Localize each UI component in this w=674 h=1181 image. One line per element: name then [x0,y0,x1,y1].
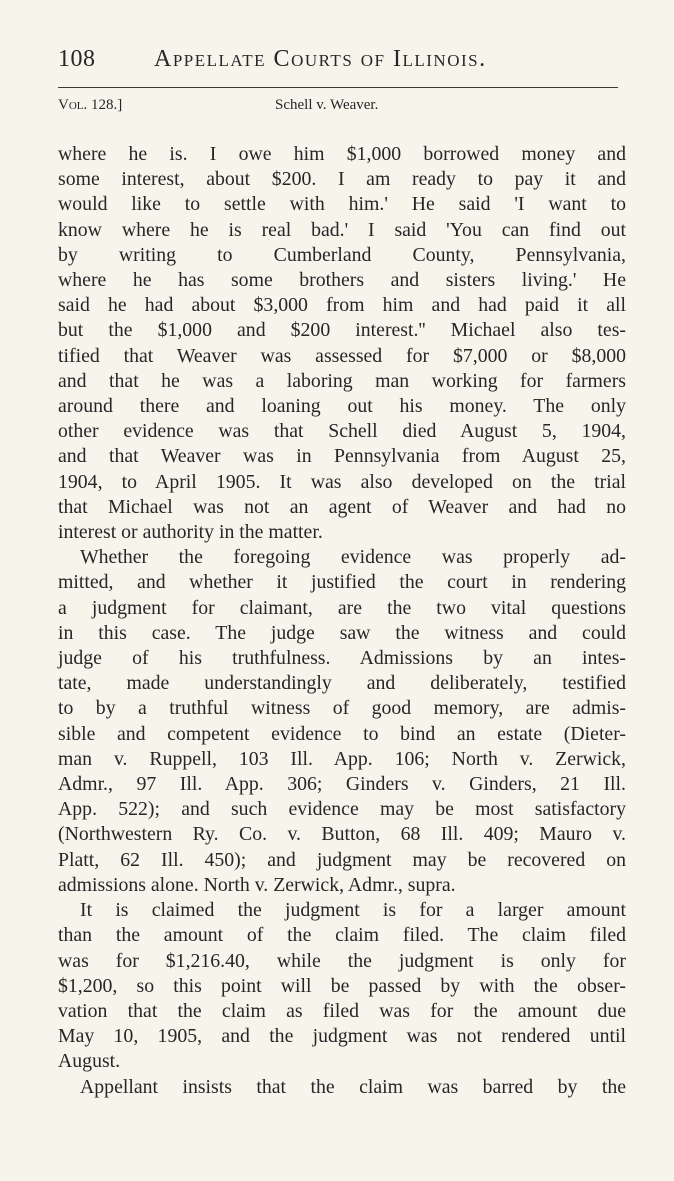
text-line: Admr., 97 Ill. App. 306; Ginders v. Ginders, 21 Ill. [58,773,626,796]
text-line: around there and loaning out his money. The only [58,395,626,418]
page-header [58,46,626,73]
text-line: It is claimed the judgment is for a larger amount [80,899,626,922]
text-line: admissions alone. North v. Zerwick, Admr., supra. [58,873,456,896]
text-line: to by a truthful witness of good memory, are admis- [58,697,626,720]
text-line: Whether the foregoing evidence was properly ad- [80,546,626,569]
text-line: than the amount of the claim filed. The claim filed [58,924,626,947]
text-line: $1,200, so this point will be passed by with the obser- [58,974,626,997]
text-line: August. [58,1050,121,1073]
text-line: was for $1,216.40, while the judgment is only for [58,949,626,972]
text-line: tate, made understandingly and deliberately, testified [58,672,626,695]
text-line: but the $1,000 and $200 interest.'' Michael also tes- [58,319,626,342]
text-line: 1904, to April 1905. It was also developed on the trial [58,470,626,493]
text-line: a judgment for claimant, are the two vital questions [58,596,626,619]
text-line: some interest, about $200. I am ready to pay it and [58,168,626,191]
text-line: man v. Ruppell, 103 Ill. App. 106; North v. Zerwick, [58,747,626,770]
text-line: tified that Weaver was assessed for $7,000 or $8,000 [58,344,626,367]
text-line: vation that the claim as filed was for the amount due [58,999,626,1022]
body-text [58,142,626,1100]
text-line: and that he was a laboring man working for farmers [58,369,626,392]
text-line: other evidence was that Schell died August 5, 1904, [58,420,626,443]
text-line: said he had about $3,000 from him and had paid it all [58,294,626,317]
text-line: Platt, 62 Ill. 450); and judgment may be recovered on [58,848,626,871]
running-title: Appellate Courts of Illinois. [154,46,487,72]
volume-label: Vol. 128.] [58,97,123,113]
text-line: by writing to Cumberland County, Pennsylvania, [58,243,626,266]
text-line: interest or authority in the matter. [58,521,323,544]
text-line: and that Weaver was in Pennsylvania from August 25, [58,445,626,468]
text-line: where he has some brothers and sisters living.' He [58,269,626,292]
text-line: (Northwestern Ry. Co. v. Button, 68 Ill. 409; Mauro v. [58,823,626,846]
text-line: that Michael was not an agent of Weaver and had no [58,495,626,518]
text-line: know where he is real bad.' I said 'You can find out [58,218,626,241]
text-line: May 10, 1905, and the judgment was not rendered until [58,1025,626,1048]
text-line: where he is. I owe him $1,000 borrowed money and [58,143,626,165]
text-line: mitted, and whether it justified the court in rendering [58,571,626,594]
page-number: 108 [58,46,96,72]
text-line: sible and competent evidence to bind an estate (Dieter- [58,722,626,745]
text-line: Appellant insists that the claim was barred by the [80,1075,626,1098]
text-line: would like to settle with him.' He said 'I want to [58,193,626,216]
text-line: App. 522); and such evidence may be most satisfactory [58,798,626,821]
text-line: judge of his truthfulness. Admissions by an intes- [58,647,626,670]
header-rule [58,87,618,88]
case-caption: Schell v. Weaver. [275,97,379,113]
text-line: in this case. The judge saw the witness and could [58,621,626,644]
